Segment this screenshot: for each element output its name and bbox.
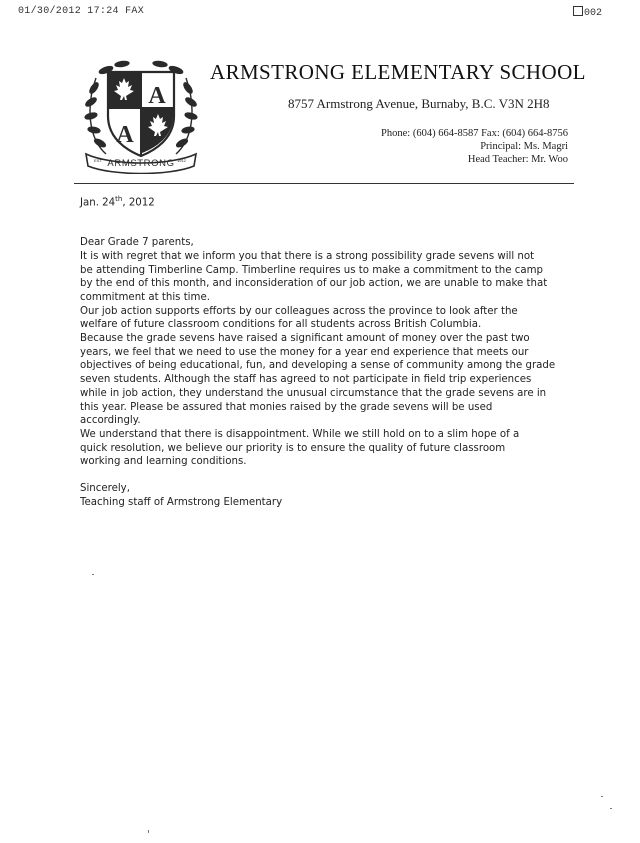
letter-line: quick resolution, we believe our priority is to ensure the quality of future classroom — [80, 442, 506, 454]
closing-spacer — [80, 469, 580, 482]
letter-line: by the end of this month, and inconsideration of our job action, we are unable to make that — [80, 278, 548, 290]
letter-line: Our job action supports efforts by our colleagues across the province to look after the — [80, 305, 518, 317]
letter-line: be attending Timberline Camp. Timberline requires us to make a commitment to the camp — [80, 264, 543, 276]
header-divider — [74, 183, 574, 184]
letter-body — [80, 193, 580, 509]
date-year: , 2012 — [122, 197, 155, 209]
letter-closing: Sincerely, — [80, 483, 130, 495]
page-box-icon — [573, 6, 583, 16]
scan-speck — [148, 830, 149, 833]
crest-est-label: EST. — [94, 158, 103, 163]
letter-line: objectives of being educational, fun, and developing a sense of community among the grade — [80, 360, 556, 372]
letter-line: commitment at this time. — [80, 291, 210, 303]
head-teacher-line: Head Teacher: Mr. Woo — [467, 154, 568, 165]
letter-salutation: Dear Grade 7 parents, — [80, 237, 194, 249]
date-main: Jan. 24 — [80, 197, 116, 209]
date-suffix: th — [115, 195, 123, 203]
letter-line: this year. Please be assured that monies raised by the grade sevens will be used — [80, 401, 493, 413]
letter-signature: Teaching staff of Armstrong Elementary — [80, 496, 283, 508]
school-crest-logo — [82, 58, 200, 174]
school-name: ARMSTRONG ELEMENTARY SCHOOL — [210, 60, 586, 84]
letter-line: It is with regret that we inform you that there is a strong possibility grade sevens will not — [80, 250, 535, 262]
school-contact-block — [381, 127, 568, 166]
letter-line: years, we feel that we need to use the money for a year end experience that meets our — [80, 346, 529, 358]
fax-header: 01/30/2012 17:24 FAX — [18, 6, 145, 17]
letter-line: Because the grade sevens have raised a significant amount of money over the past two — [80, 333, 530, 345]
fax-page-number — [573, 6, 602, 19]
scan-speck — [601, 796, 603, 797]
fax-page-label: 002 — [583, 8, 602, 19]
crest-banner-text: ARMSTRONG — [107, 158, 175, 169]
school-address: 8757 Armstrong Avenue, Burnaby, B.C. V3N 2H8 — [288, 96, 550, 111]
letter-line: We understand that there is disappointment. While we still hold on to a slim hope of a — [80, 428, 520, 440]
crest-letter-top: A — [148, 83, 166, 109]
letter-paragraphs — [80, 250, 580, 469]
letter-line: working and learning conditions. — [80, 456, 247, 468]
letter-line: while in job action, they understand the unusual circumstance that the grade sevens are in — [80, 387, 547, 399]
crest-year-label: 1912 — [177, 158, 186, 163]
scan-speck — [610, 808, 612, 809]
scan-speck — [92, 574, 94, 575]
crest-letter-bottom: A — [116, 122, 134, 148]
principal-line: Principal: Ms. Magri — [480, 141, 568, 152]
letter-line: seven students. Although the staff has agreed to not participate in field trip experiences — [80, 374, 532, 386]
phone-fax-line: Phone: (604) 664-8587 Fax: (604) 664-8756 — [381, 128, 568, 139]
letter-line: accordingly. — [80, 415, 141, 427]
letter-line: welfare of future classroom conditions for all students across British Columbia. — [80, 319, 482, 331]
letter-date — [80, 193, 580, 210]
